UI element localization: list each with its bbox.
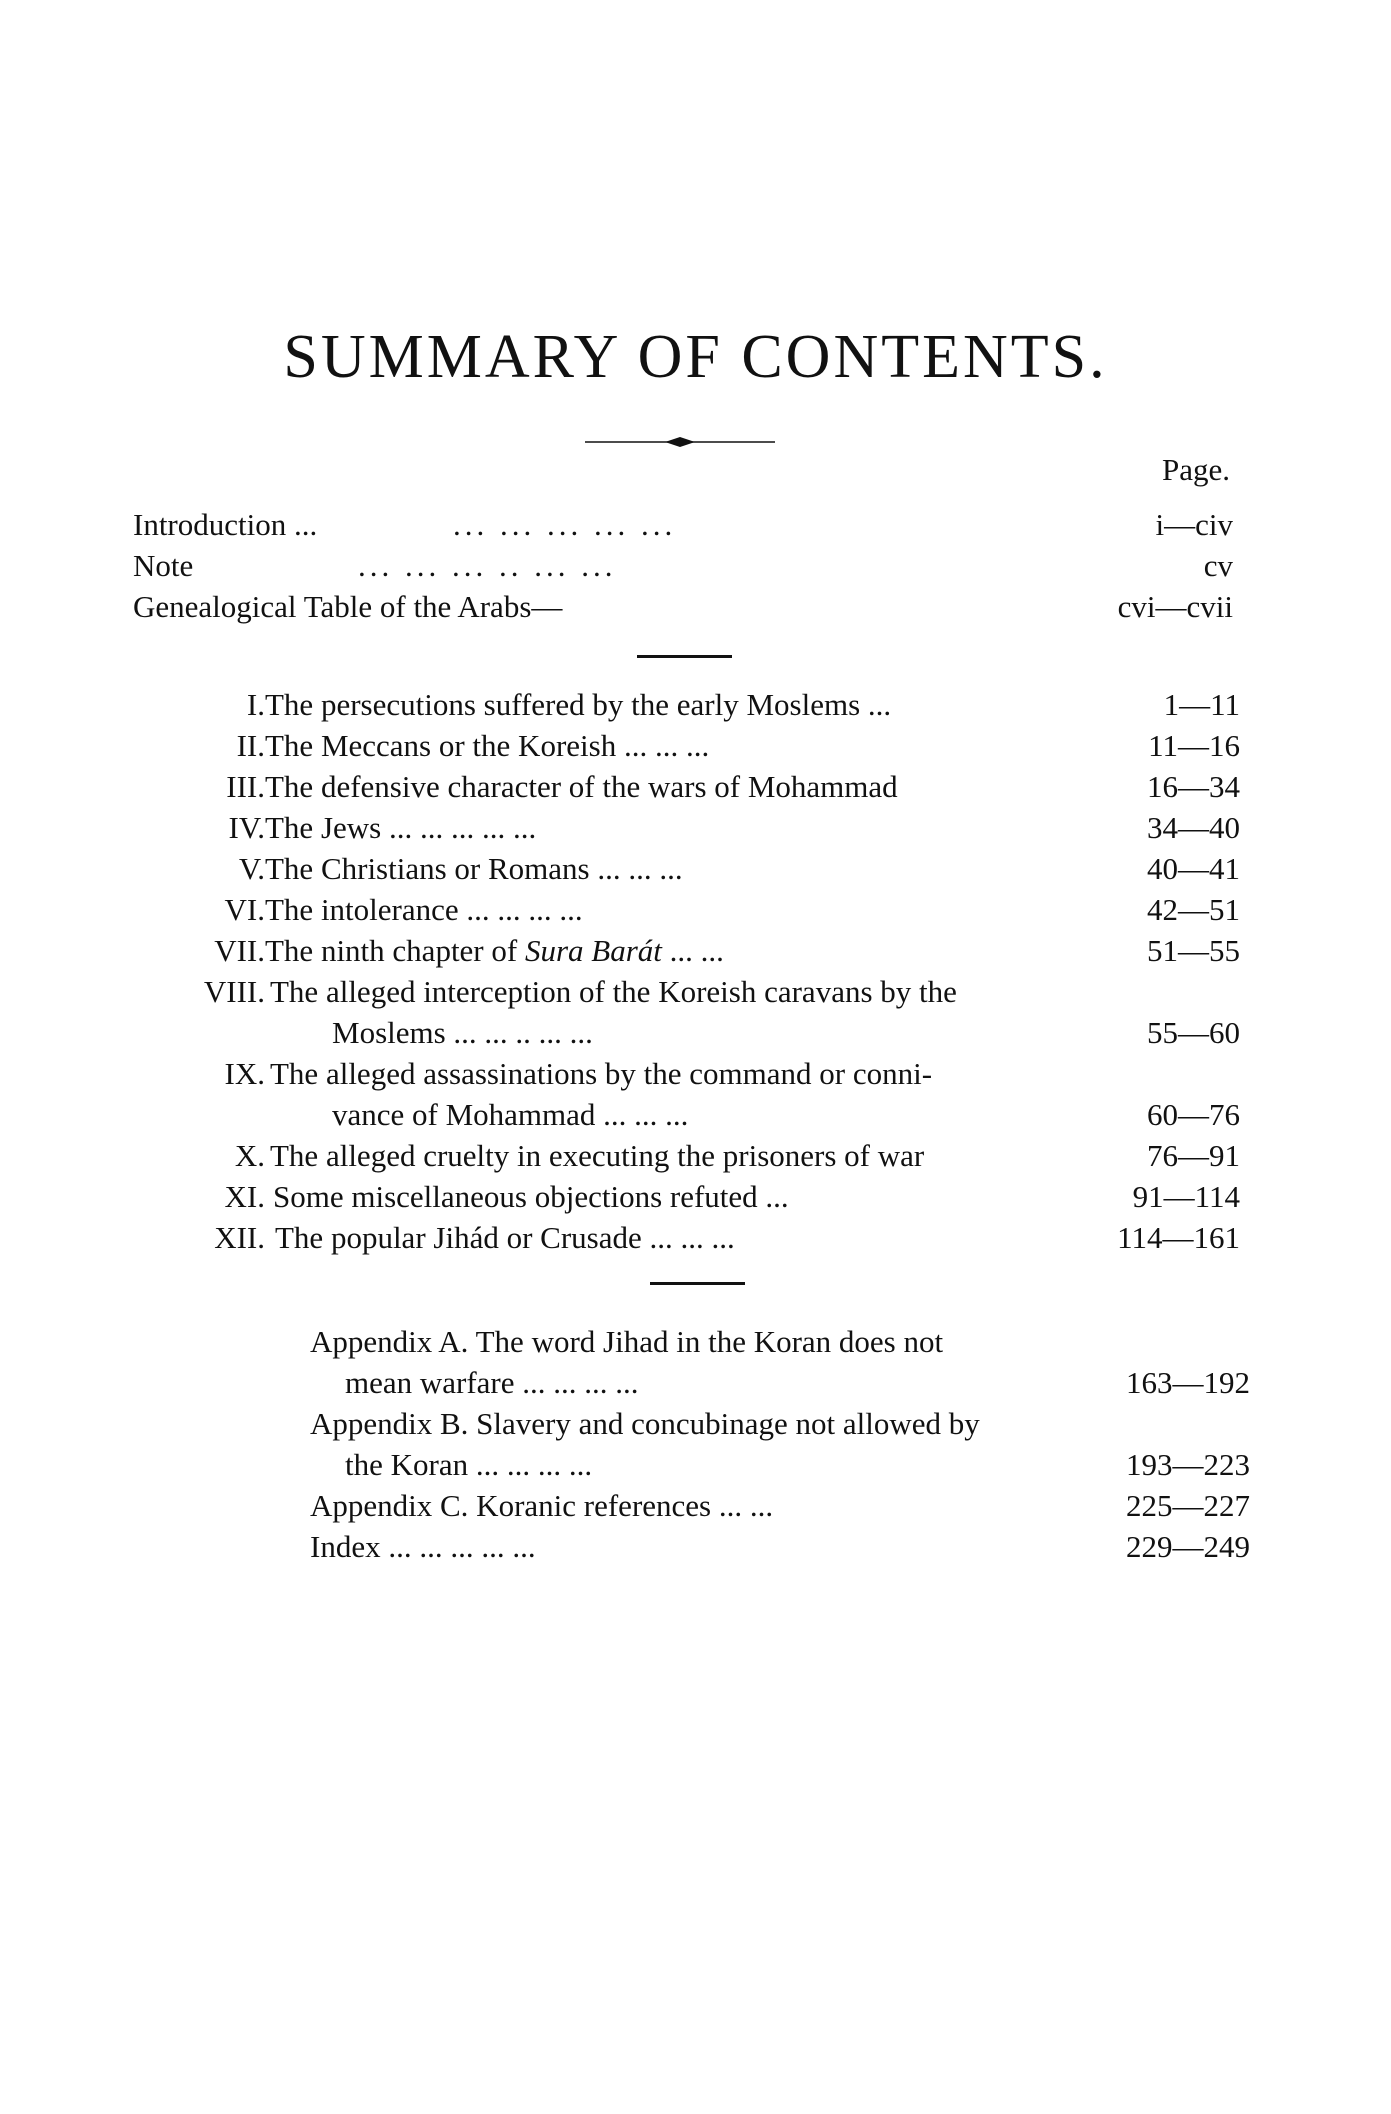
page-column-header: Page.: [1161, 452, 1230, 487]
chapter-number: VII.: [214, 933, 265, 968]
page-range: 193—223: [1126, 1447, 1250, 1482]
chapter-row: [170, 849, 1240, 889]
chapter-title-text: The ninth chapter of: [265, 933, 525, 968]
chapter-row: [170, 808, 1240, 848]
page-range: cv: [1203, 548, 1233, 583]
chapter-number: XI.: [224, 1179, 265, 1214]
chapter-title: The intolerance ... ... ... ...: [265, 892, 583, 927]
chapter-title-italic: Sura Barát: [524, 933, 662, 968]
chapter-number: IX.: [224, 1056, 265, 1091]
section-rule: [637, 655, 732, 658]
entry-title: Note: [133, 548, 194, 583]
chapter-row: [170, 890, 1240, 930]
page-range: 40—41: [1147, 851, 1240, 886]
page-range: 16—34: [1147, 769, 1240, 804]
chapter-number: XII.: [214, 1220, 265, 1255]
appendix-title: Appendix A. The word Jihad in the Koran does not: [310, 1324, 944, 1359]
front-matter-row: [133, 546, 1233, 586]
page-range: 55—60: [1147, 1015, 1240, 1050]
chapter-title: The Jews ... ... ... ... ...: [265, 810, 537, 845]
chapter-title: The Meccans or the Koreish ... ... ...: [265, 728, 710, 763]
chapter-row: [170, 767, 1240, 807]
chapter-row: [170, 1054, 1240, 1135]
page-range: 11—16: [1148, 728, 1240, 763]
page-range: i—civ: [1155, 507, 1233, 542]
ornament-divider-icon: [585, 436, 775, 448]
front-matter-row: [133, 505, 1233, 545]
chapter-title-continued: Moslems ... ... .. ... ...: [332, 1015, 593, 1050]
chapter-number: II.: [236, 728, 265, 763]
entry-title: Introduction ...: [133, 507, 318, 542]
page-range: 163—192: [1126, 1365, 1250, 1400]
chapter-title: The Christians or Romans ... ... ...: [265, 851, 683, 886]
appendix-row: [310, 1486, 1250, 1526]
page-range: cvi—cvii: [1117, 589, 1233, 624]
page-range: 60—76: [1147, 1097, 1240, 1132]
chapter-number: VI.: [224, 892, 265, 927]
page-range: 91—114: [1132, 1179, 1240, 1214]
appendix-row: [310, 1322, 1250, 1403]
chapter-row: [170, 1136, 1240, 1176]
chapter-row: [170, 685, 1240, 725]
page-range: 76—91: [1147, 1138, 1240, 1173]
chapter-number: III.: [226, 769, 265, 804]
page-range: 1—11: [1163, 687, 1240, 722]
section-rule: [650, 1282, 745, 1285]
appendix-title-continued: mean warfare ... ... ... ...: [345, 1365, 639, 1400]
page-title: SUMMARY OF CONTENTS.: [283, 323, 1108, 391]
chapter-title-text: ... ...: [661, 933, 724, 968]
appendix-title-continued: the Koran ... ... ... ...: [345, 1447, 593, 1482]
chapter-title: Some miscellaneous objections refuted ...: [273, 1179, 789, 1214]
chapter-title: The alleged assassinations by the command or conni-: [270, 1056, 933, 1091]
leader-dots: ... ... ... .. ... ...: [358, 548, 617, 583]
chapter-title: The alleged cruelty in executing the prisoners of war: [270, 1138, 925, 1173]
chapter-title: [265, 931, 724, 971]
page-range: 229—249: [1126, 1529, 1250, 1564]
chapter-title: The persecutions suffered by the early Moslems ...: [265, 687, 892, 722]
chapter-row: [170, 1218, 1240, 1258]
appendix-title: Appendix C. Koranic references ... ...: [310, 1488, 774, 1523]
chapter-row: [170, 972, 1240, 1053]
chapter-title-continued: vance of Mohammad ... ... ...: [332, 1097, 689, 1132]
chapter-title: The alleged interception of the Koreish caravans by the: [270, 974, 957, 1009]
entry-title: Genealogical Table of the Arabs—: [133, 589, 563, 624]
chapter-number: X.: [234, 1138, 265, 1173]
appendix-title: Appendix B. Slavery and concubinage not allowed by: [310, 1406, 980, 1441]
front-matter-row: [133, 587, 1233, 627]
chapter-number: V.: [238, 851, 265, 886]
chapter-number: IV.: [228, 810, 265, 845]
chapter-title: The popular Jihád or Crusade ... ... ...: [275, 1220, 735, 1255]
index-title: Index ... ... ... ... ...: [310, 1529, 536, 1564]
appendix-row: [310, 1404, 1250, 1485]
page-range: 51—55: [1147, 933, 1240, 968]
leader-dots: ... ... ... ... ...: [453, 507, 677, 542]
page-range: 42—51: [1147, 892, 1240, 927]
chapter-number: VIII.: [203, 974, 265, 1009]
index-row: [310, 1527, 1250, 1567]
chapter-title: The defensive character of the wars of Mohammad: [265, 769, 898, 804]
page-range: 34—40: [1147, 810, 1240, 845]
chapter-number: I.: [246, 687, 265, 722]
chapter-row: [170, 931, 1240, 971]
chapter-row: [170, 726, 1240, 766]
page-range: 225—227: [1126, 1488, 1250, 1523]
chapter-row: [170, 1177, 1240, 1217]
page-range: 114—161: [1117, 1220, 1240, 1255]
